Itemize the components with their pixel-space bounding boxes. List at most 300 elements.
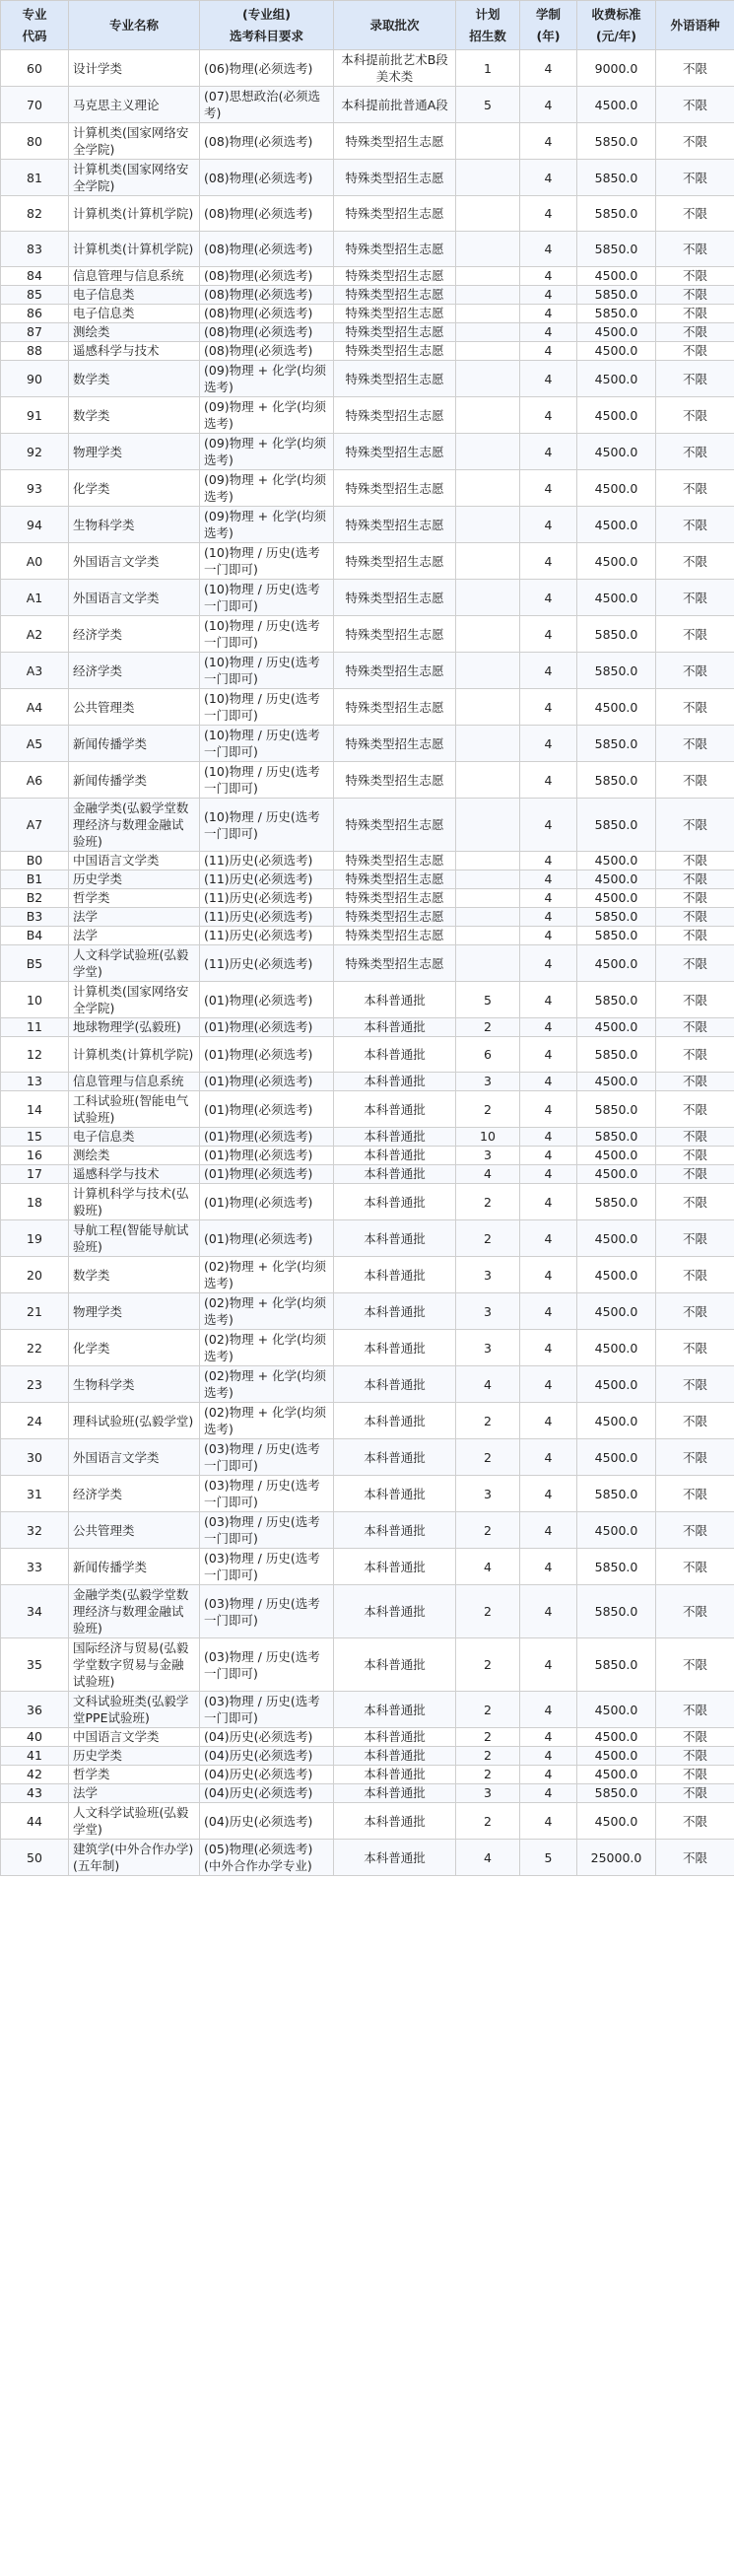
cell-requirement: (11)历史(必须选考) [200, 852, 334, 870]
cell-code: 36 [1, 1692, 69, 1728]
cell-fee: 5850.0 [577, 1585, 656, 1638]
cell-major-name: 计算机类(国家网络安全学院) [69, 160, 200, 196]
cell-batch: 本科普通批 [334, 1091, 456, 1128]
table-row [1, 286, 734, 305]
cell-fee: 4500.0 [577, 342, 656, 361]
cell-requirement: (04)历史(必须选考) [200, 1747, 334, 1766]
cell-fee: 5850.0 [577, 1091, 656, 1128]
cell-years: 4 [520, 1165, 577, 1184]
cell-major-name: 计算机科学与技术(弘毅班) [69, 1184, 200, 1220]
cell-requirement: (10)物理 / 历史(选考一门即可) [200, 543, 334, 580]
table-row [1, 580, 734, 616]
cell-batch: 本科普通批 [334, 1766, 456, 1784]
cell-years: 4 [520, 1439, 577, 1476]
cell-requirement: (09)物理 + 化学(均须选考) [200, 434, 334, 470]
cell-language: 不限 [656, 1784, 734, 1803]
cell-requirement: (08)物理(必须选考) [200, 323, 334, 342]
cell-years: 4 [520, 1128, 577, 1147]
cell-requirement: (01)物理(必须选考) [200, 1220, 334, 1257]
cell-batch: 特殊类型招生志愿 [334, 543, 456, 580]
cell-major-name: 人文科学试验班(弘毅学堂) [69, 1803, 200, 1840]
cell-years: 4 [520, 1220, 577, 1257]
cell-language: 不限 [656, 1747, 734, 1766]
cell-requirement: (10)物理 / 历史(选考一门即可) [200, 762, 334, 799]
cell-fee: 4500.0 [577, 543, 656, 580]
cell-requirement: (08)物理(必须选考) [200, 267, 334, 286]
table-row [1, 123, 734, 160]
cell-plan-count [456, 927, 520, 945]
cell-batch: 特殊类型招生志愿 [334, 196, 456, 232]
cell-language: 不限 [656, 342, 734, 361]
cell-language: 不限 [656, 1728, 734, 1747]
cell-batch: 本科普通批 [334, 1512, 456, 1549]
cell-major-name: 金融学类(弘毅学堂数理经济与数理金融试验班) [69, 1585, 200, 1638]
cell-fee: 5850.0 [577, 616, 656, 653]
cell-fee: 4500.0 [577, 1803, 656, 1840]
cell-years: 4 [520, 267, 577, 286]
table-row [1, 50, 734, 87]
cell-fee: 4500.0 [577, 507, 656, 543]
cell-major-name: 经济学类 [69, 653, 200, 689]
cell-batch: 本科普通批 [334, 1128, 456, 1147]
table-row [1, 543, 734, 580]
cell-language: 不限 [656, 689, 734, 726]
cell-code: 90 [1, 361, 69, 397]
cell-major-name: 遥感科学与技术 [69, 1165, 200, 1184]
cell-plan-count: 10 [456, 1128, 520, 1147]
cell-fee: 4500.0 [577, 1165, 656, 1184]
cell-code: 23 [1, 1366, 69, 1403]
cell-batch: 本科普通批 [334, 1403, 456, 1439]
cell-language: 不限 [656, 726, 734, 762]
cell-language: 不限 [656, 397, 734, 434]
cell-code: 22 [1, 1330, 69, 1366]
table-row [1, 616, 734, 653]
cell-code: A5 [1, 726, 69, 762]
cell-fee: 5850.0 [577, 1037, 656, 1073]
header-name: 专业名称 [69, 1, 200, 50]
table-row [1, 653, 734, 689]
cell-batch: 本科普通批 [334, 1293, 456, 1330]
cell-code: B1 [1, 870, 69, 889]
cell-language: 不限 [656, 1091, 734, 1128]
cell-requirement: (04)历史(必须选考) [200, 1728, 334, 1747]
cell-plan-count: 2 [456, 1692, 520, 1728]
cell-code: 42 [1, 1766, 69, 1784]
table-row [1, 982, 734, 1018]
cell-major-name: 经济学类 [69, 1476, 200, 1512]
cell-years: 4 [520, 305, 577, 323]
cell-code: 80 [1, 123, 69, 160]
cell-code: 43 [1, 1784, 69, 1803]
cell-code: 18 [1, 1184, 69, 1220]
cell-fee: 4500.0 [577, 580, 656, 616]
cell-language: 不限 [656, 267, 734, 286]
cell-major-name: 外国语言文学类 [69, 1439, 200, 1476]
table-row [1, 689, 734, 726]
cell-requirement: (11)历史(必须选考) [200, 927, 334, 945]
cell-language: 不限 [656, 1366, 734, 1403]
cell-years: 4 [520, 982, 577, 1018]
cell-requirement: (01)物理(必须选考) [200, 1073, 334, 1091]
cell-major-name: 公共管理类 [69, 689, 200, 726]
cell-batch: 本科普通批 [334, 1784, 456, 1803]
cell-code: 16 [1, 1147, 69, 1165]
cell-language: 不限 [656, 1147, 734, 1165]
cell-requirement: (08)物理(必须选考) [200, 196, 334, 232]
cell-batch: 特殊类型招生志愿 [334, 908, 456, 927]
cell-fee: 25000.0 [577, 1840, 656, 1876]
cell-requirement: (03)物理 / 历史(选考一门即可) [200, 1638, 334, 1692]
cell-fee: 4500.0 [577, 1147, 656, 1165]
table-row [1, 160, 734, 196]
cell-code: 20 [1, 1257, 69, 1293]
cell-batch: 本科普通批 [334, 1073, 456, 1091]
cell-fee: 5850.0 [577, 762, 656, 799]
table-row [1, 361, 734, 397]
cell-language: 不限 [656, 50, 734, 87]
cell-years: 4 [520, 616, 577, 653]
cell-fee: 5850.0 [577, 286, 656, 305]
cell-fee: 9000.0 [577, 50, 656, 87]
table-row [1, 1585, 734, 1638]
cell-plan-count [456, 908, 520, 927]
table-row [1, 1747, 734, 1766]
cell-major-name: 物理学类 [69, 1293, 200, 1330]
cell-requirement: (08)物理(必须选考) [200, 232, 334, 267]
cell-batch: 特殊类型招生志愿 [334, 342, 456, 361]
cell-fee: 5850.0 [577, 726, 656, 762]
cell-major-name: 中国语言文学类 [69, 1728, 200, 1747]
table-row [1, 1766, 734, 1784]
table-row [1, 762, 734, 799]
cell-plan-count: 2 [456, 1403, 520, 1439]
cell-code: 13 [1, 1073, 69, 1091]
cell-plan-count [456, 852, 520, 870]
cell-requirement: (01)物理(必须选考) [200, 1147, 334, 1165]
cell-years: 4 [520, 927, 577, 945]
cell-years: 4 [520, 1257, 577, 1293]
cell-requirement: (01)物理(必须选考) [200, 1128, 334, 1147]
cell-years: 4 [520, 1512, 577, 1549]
cell-major-name: 哲学类 [69, 889, 200, 908]
cell-major-name: 法学 [69, 908, 200, 927]
cell-major-name: 地球物理学(弘毅班) [69, 1018, 200, 1037]
cell-requirement: (08)物理(必须选考) [200, 123, 334, 160]
cell-requirement: (11)历史(必须选考) [200, 889, 334, 908]
cell-code: 10 [1, 982, 69, 1018]
cell-language: 不限 [656, 196, 734, 232]
cell-code: 84 [1, 267, 69, 286]
cell-batch: 特殊类型招生志愿 [334, 616, 456, 653]
cell-major-name: 电子信息类 [69, 286, 200, 305]
cell-batch: 本科普通批 [334, 1165, 456, 1184]
cell-fee: 5850.0 [577, 232, 656, 267]
table-row [1, 1512, 734, 1549]
table-row [1, 1840, 734, 1876]
cell-requirement: (01)物理(必须选考) [200, 982, 334, 1018]
cell-requirement: (11)历史(必须选考) [200, 908, 334, 927]
cell-fee: 4500.0 [577, 361, 656, 397]
header-batch: 录取批次 [334, 1, 456, 50]
cell-requirement: (02)物理 + 化学(均须选考) [200, 1293, 334, 1330]
cell-fee: 4500.0 [577, 1692, 656, 1728]
cell-plan-count: 4 [456, 1165, 520, 1184]
cell-plan-count [456, 470, 520, 507]
table-row [1, 1128, 734, 1147]
cell-batch: 特殊类型招生志愿 [334, 507, 456, 543]
cell-language: 不限 [656, 1128, 734, 1147]
cell-years: 4 [520, 434, 577, 470]
cell-batch: 本科普通批 [334, 1638, 456, 1692]
cell-code: B2 [1, 889, 69, 908]
cell-major-name: 计算机类(计算机学院) [69, 1037, 200, 1073]
cell-major-name: 计算机类(国家网络安全学院) [69, 982, 200, 1018]
cell-batch: 本科普通批 [334, 982, 456, 1018]
cell-major-name: 历史学类 [69, 1747, 200, 1766]
cell-plan-count [456, 267, 520, 286]
cell-batch: 特殊类型招生志愿 [334, 123, 456, 160]
cell-plan-count [456, 945, 520, 982]
cell-requirement: (06)物理(必须选考) [200, 50, 334, 87]
cell-major-name: 数学类 [69, 361, 200, 397]
cell-years: 4 [520, 580, 577, 616]
cell-plan-count: 2 [456, 1439, 520, 1476]
cell-fee: 5850.0 [577, 1638, 656, 1692]
cell-years: 4 [520, 1073, 577, 1091]
table-row [1, 908, 734, 927]
cell-fee: 5850.0 [577, 982, 656, 1018]
cell-requirement: (04)历史(必须选考) [200, 1803, 334, 1840]
cell-batch: 本科普通批 [334, 1018, 456, 1037]
cell-plan-count: 2 [456, 1803, 520, 1840]
cell-years: 4 [520, 1366, 577, 1403]
cell-years: 4 [520, 232, 577, 267]
cell-major-name: 计算机类(计算机学院) [69, 232, 200, 267]
cell-batch: 特殊类型招生志愿 [334, 397, 456, 434]
cell-fee: 4500.0 [577, 1439, 656, 1476]
cell-language: 不限 [656, 908, 734, 927]
cell-code: A1 [1, 580, 69, 616]
cell-fee: 4500.0 [577, 1403, 656, 1439]
cell-years: 4 [520, 1728, 577, 1747]
cell-code: A3 [1, 653, 69, 689]
table-row [1, 323, 734, 342]
cell-plan-count [456, 123, 520, 160]
cell-years: 4 [520, 1803, 577, 1840]
table-row [1, 889, 734, 908]
cell-batch: 特殊类型招生志愿 [334, 852, 456, 870]
cell-language: 不限 [656, 889, 734, 908]
cell-fee: 4500.0 [577, 1366, 656, 1403]
header-fee: 收费标准 (元/年) [577, 1, 656, 50]
cell-batch: 特殊类型招生志愿 [334, 305, 456, 323]
cell-code: 88 [1, 342, 69, 361]
cell-fee: 5850.0 [577, 908, 656, 927]
cell-major-name: 人文科学试验班(弘毅学堂) [69, 945, 200, 982]
cell-years: 4 [520, 1037, 577, 1073]
cell-years: 4 [520, 323, 577, 342]
cell-years: 4 [520, 87, 577, 123]
cell-plan-count: 3 [456, 1293, 520, 1330]
cell-years: 4 [520, 1585, 577, 1638]
table-row [1, 87, 734, 123]
cell-major-name: 法学 [69, 927, 200, 945]
cell-fee: 4500.0 [577, 87, 656, 123]
cell-major-name: 生物科学类 [69, 1366, 200, 1403]
cell-requirement: (07)思想政治(必须选考) [200, 87, 334, 123]
cell-fee: 5850.0 [577, 1128, 656, 1147]
cell-requirement: (08)物理(必须选考) [200, 286, 334, 305]
cell-plan-count: 2 [456, 1512, 520, 1549]
cell-major-name: 数学类 [69, 397, 200, 434]
cell-plan-count: 1 [456, 50, 520, 87]
cell-requirement: (09)物理 + 化学(均须选考) [200, 361, 334, 397]
cell-major-name: 遥感科学与技术 [69, 342, 200, 361]
table-row [1, 1439, 734, 1476]
cell-code: 50 [1, 1840, 69, 1876]
header-language: 外语语种 [656, 1, 734, 50]
table-header-row [1, 1, 734, 50]
cell-language: 不限 [656, 361, 734, 397]
cell-batch: 本科普通批 [334, 1692, 456, 1728]
cell-years: 4 [520, 1147, 577, 1165]
cell-fee: 4500.0 [577, 945, 656, 982]
cell-batch: 特殊类型招生志愿 [334, 945, 456, 982]
cell-years: 4 [520, 689, 577, 726]
table-row [1, 852, 734, 870]
cell-years: 4 [520, 1747, 577, 1766]
cell-years: 4 [520, 1784, 577, 1803]
cell-language: 不限 [656, 1018, 734, 1037]
cell-language: 不限 [656, 305, 734, 323]
cell-batch: 特殊类型招生志愿 [334, 889, 456, 908]
cell-language: 不限 [656, 1257, 734, 1293]
cell-code: 17 [1, 1165, 69, 1184]
cell-language: 不限 [656, 1585, 734, 1638]
cell-major-name: 电子信息类 [69, 1128, 200, 1147]
cell-years: 4 [520, 507, 577, 543]
cell-plan-count: 3 [456, 1476, 520, 1512]
cell-years: 4 [520, 1766, 577, 1784]
cell-years: 4 [520, 1293, 577, 1330]
cell-years: 4 [520, 196, 577, 232]
cell-major-name: 马克思主义理论 [69, 87, 200, 123]
cell-major-name: 历史学类 [69, 870, 200, 889]
cell-plan-count: 4 [456, 1840, 520, 1876]
cell-requirement: (04)历史(必须选考) [200, 1766, 334, 1784]
cell-major-name: 金融学类(弘毅学堂数理经济与数理金融试验班) [69, 799, 200, 852]
cell-plan-count: 3 [456, 1257, 520, 1293]
cell-years: 4 [520, 361, 577, 397]
cell-language: 不限 [656, 1476, 734, 1512]
cell-major-name: 外国语言文学类 [69, 580, 200, 616]
cell-requirement: (03)物理 / 历史(选考一门即可) [200, 1692, 334, 1728]
cell-fee: 5850.0 [577, 305, 656, 323]
cell-language: 不限 [656, 1165, 734, 1184]
cell-requirement: (01)物理(必须选考) [200, 1018, 334, 1037]
cell-years: 4 [520, 1184, 577, 1220]
table-body [1, 50, 734, 1876]
cell-requirement: (03)物理 / 历史(选考一门即可) [200, 1549, 334, 1585]
cell-code: 60 [1, 50, 69, 87]
cell-language: 不限 [656, 580, 734, 616]
header-years: 学制 (年) [520, 1, 577, 50]
cell-major-name: 化学类 [69, 470, 200, 507]
table-row [1, 1549, 734, 1585]
cell-fee: 4500.0 [577, 1728, 656, 1747]
table-row [1, 1037, 734, 1073]
cell-major-name: 建筑学(中外合作办学)(五年制) [69, 1840, 200, 1876]
cell-plan-count [456, 196, 520, 232]
cell-major-name: 中国语言文学类 [69, 852, 200, 870]
cell-requirement: (11)历史(必须选考) [200, 945, 334, 982]
table-row [1, 1018, 734, 1037]
cell-plan-count [456, 323, 520, 342]
cell-years: 4 [520, 726, 577, 762]
cell-fee: 4500.0 [577, 1512, 656, 1549]
cell-requirement: (01)物理(必须选考) [200, 1184, 334, 1220]
cell-plan-count: 2 [456, 1728, 520, 1747]
cell-batch: 本科普通批 [334, 1585, 456, 1638]
cell-code: B5 [1, 945, 69, 982]
cell-batch: 本科提前批艺术B段美术类 [334, 50, 456, 87]
cell-years: 4 [520, 1330, 577, 1366]
cell-language: 不限 [656, 1330, 734, 1366]
cell-batch: 本科普通批 [334, 1037, 456, 1073]
cell-language: 不限 [656, 323, 734, 342]
table-row [1, 1091, 734, 1128]
cell-major-name: 外国语言文学类 [69, 543, 200, 580]
cell-language: 不限 [656, 870, 734, 889]
cell-plan-count: 2 [456, 1766, 520, 1784]
cell-batch: 本科普通批 [334, 1220, 456, 1257]
cell-language: 不限 [656, 1184, 734, 1220]
cell-fee: 4500.0 [577, 1293, 656, 1330]
cell-years: 4 [520, 397, 577, 434]
cell-code: 15 [1, 1128, 69, 1147]
cell-batch: 本科普通批 [334, 1184, 456, 1220]
cell-batch: 本科普通批 [334, 1747, 456, 1766]
cell-language: 不限 [656, 1549, 734, 1585]
cell-plan-count [456, 870, 520, 889]
cell-major-name: 测绘类 [69, 1147, 200, 1165]
table-row [1, 1638, 734, 1692]
cell-batch: 本科提前批普通A段 [334, 87, 456, 123]
cell-language: 不限 [656, 799, 734, 852]
table-row [1, 870, 734, 889]
cell-language: 不限 [656, 1403, 734, 1439]
cell-years: 4 [520, 799, 577, 852]
cell-fee: 5850.0 [577, 653, 656, 689]
cell-language: 不限 [656, 87, 734, 123]
cell-batch: 特殊类型招生志愿 [334, 689, 456, 726]
cell-code: 30 [1, 1439, 69, 1476]
cell-requirement: (02)物理 + 化学(均须选考) [200, 1257, 334, 1293]
cell-fee: 4500.0 [577, 434, 656, 470]
table-row [1, 305, 734, 323]
cell-batch: 本科普通批 [334, 1549, 456, 1585]
cell-requirement: (08)物理(必须选考) [200, 160, 334, 196]
cell-fee: 5850.0 [577, 1476, 656, 1512]
cell-major-name: 物理学类 [69, 434, 200, 470]
cell-plan-count [456, 889, 520, 908]
cell-plan-count [456, 580, 520, 616]
cell-code: 12 [1, 1037, 69, 1073]
cell-fee: 5850.0 [577, 1549, 656, 1585]
cell-years: 4 [520, 1403, 577, 1439]
cell-major-name: 计算机类(国家网络安全学院) [69, 123, 200, 160]
